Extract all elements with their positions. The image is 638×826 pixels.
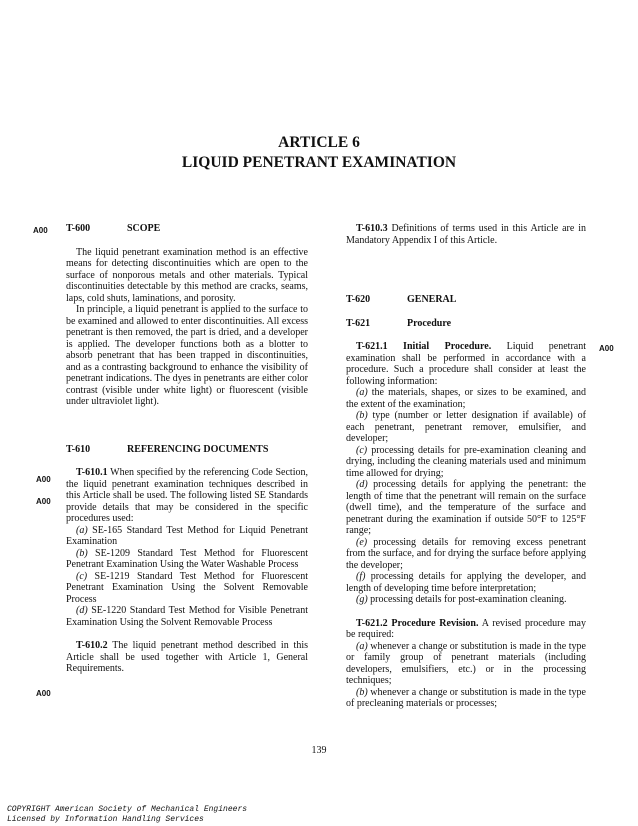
page-number: 139: [311, 745, 327, 756]
left-column: [66, 223, 308, 675]
license-line: Licensed by Information Handling Services: [7, 815, 204, 824]
section-heading-t620: T-620 GENERAL: [346, 294, 457, 305]
right-column: [346, 223, 586, 710]
scope-paragraph-1: The liquid penetrant examination method is an effective means for detecting discontinuities which are open to the surface of nonporous metals and other materials. Typical discontinuities detectable by this method are cracks, seams, laps, cold shuts, laminations, and porosity.: [66, 246, 308, 304]
paragraph-t610-1: T-610.1 When specified by the referencing Code Section, the liquid penetrant examination techniques described in this Article shall be used. The following listed SE Standards provide details that may be considered in the specific procedures used:: [66, 467, 308, 524]
paragraph-t6212: T-621.2 Procedure Revision. A revised procedure may be required:: [346, 617, 586, 640]
revision-mark: A00: [599, 344, 614, 353]
revision-mark: A00: [36, 689, 51, 698]
reference-item: (a) SE-165 Standard Test Method for Liquid Penetrant Examination: [66, 524, 308, 547]
reference-item: (d) SE-1220 Standard Test Method for Visible Penetrant Examination Using the Solvent Removable Process: [66, 605, 308, 628]
copyright-line: COPYRIGHT American Society of Mechanical Engineers: [7, 805, 248, 814]
procedure-item: (a) the materials, shapes, or sizes to be examined, and the extent of the examination;: [346, 387, 586, 410]
section-heading-t600: T-600 SCOPE: [66, 223, 161, 234]
article-title: LIQUID PENETRANT EXAMINATION: [181, 154, 457, 171]
procedure-item: (g) processing details for post-examination cleaning.: [356, 594, 567, 605]
paragraph-t6211: T-621.1 Initial Procedure. Liquid penetrant examination shall be performed in accordance with a procedure. Such a procedure shall consider at least the following information:: [346, 341, 586, 387]
revision-item: (a) whenever a change or substitution is made in the type or family group of penetrant materials (including developers, emulsifiers, etc.) or in the processing techniques;: [346, 640, 586, 686]
revision-item: (b) whenever a change or substitution is made in the type of precleaning materials or processes;: [346, 686, 586, 709]
procedure-item: (c) processing details for pre-examination cleaning and drying, including the cleaning materials used and minimum time allowed for drying;: [346, 444, 586, 479]
procedure-item: (d) processing details for applying the penetrant: the length of time that the penetrant will remain on the surface (dwell time), and the temperature of the surface and penetrant during the examination if outside 50°F to 125°F range;: [346, 479, 586, 536]
section-heading-t610: T-610 REFERENCING DOCUMENTS: [66, 443, 269, 455]
revision-mark: A00: [36, 475, 51, 484]
reference-item: (b) SE-1209 Standard Test Method for Fluorescent Penetrant Examination Using the Water Washable Process: [66, 547, 308, 570]
article-number: ARTICLE 6: [278, 134, 360, 151]
paragraph-t610-2: T-610.2 The liquid penetrant method described in this Article shall be used together with Article 1, General Requirements.: [66, 640, 308, 674]
reference-item: (c) SE-1219 Standard Test Method for Fluorescent Penetrant Examination Using the Solvent Removable Process: [66, 570, 308, 605]
revision-mark: A00: [36, 497, 51, 506]
section-heading-t621: T-621 Procedure: [346, 317, 452, 329]
procedure-item: (f) processing details for applying the developer, and length of developing time before interpretation;: [346, 571, 586, 594]
paragraph-t6103: T-610.3 Definitions of terms used in this Article are in Mandatory Appendix I of this Article.: [346, 223, 586, 246]
procedure-item: (b) type (number or letter designation if available) of each penetrant, penetrant remover, emulsifier, and developer;: [346, 410, 586, 444]
scope-paragraph-2: In principle, a liquid penetrant is applied to the surface to be examined and allowed to enter discontinuities. All excess penetrant is then removed, the part is dried, and a developer is applied. The developer functions both as a blotter to absorb penetrant that has been trapped in discontinuities, and as a contrasting background to enhance the visibility of penetrant indications. The dyes in penetrants are either color contrast (visible under white light) or fluorescent (visible under ultraviolet light).: [66, 304, 308, 407]
revision-mark: A00: [33, 226, 48, 235]
procedure-item: (e) processing details for removing excess penetrant from the surface, and for drying the surface before applying the developer;: [346, 536, 586, 571]
